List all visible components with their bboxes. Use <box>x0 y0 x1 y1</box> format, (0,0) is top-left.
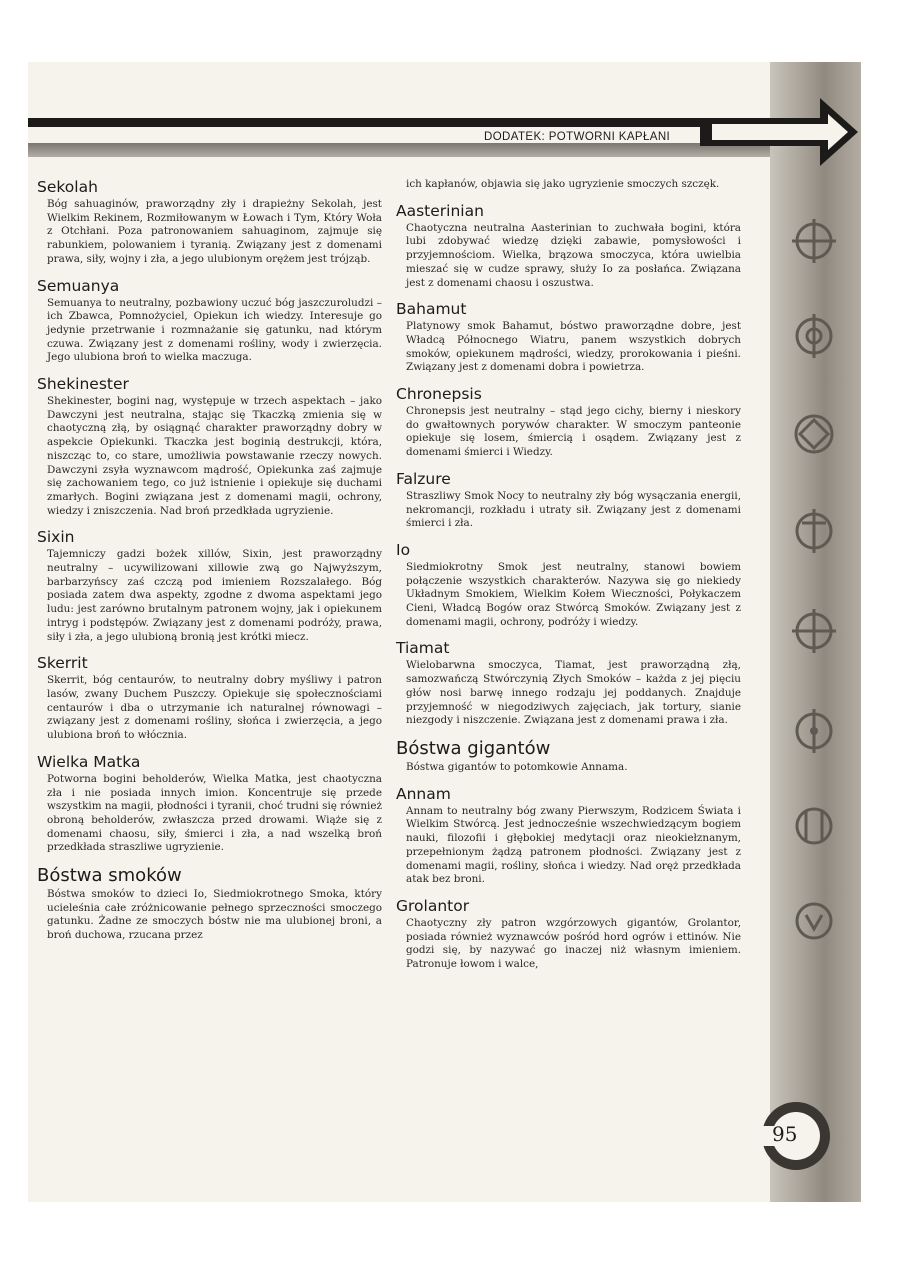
entry <box>37 654 382 743</box>
entry <box>396 202 741 291</box>
entry <box>396 639 741 728</box>
continuation-text: ich kapłanów, objawia się jako ugryzienie smoczych szczęk. <box>406 178 720 190</box>
entry-title: Semuanya <box>37 276 120 295</box>
entry <box>396 785 741 887</box>
entry-title: Chronepsis <box>396 385 482 404</box>
rune-icon <box>788 800 840 852</box>
rune-icon <box>788 310 840 362</box>
entry-text: Potworna bogini beholderów, Wielka Matka, jest chaotyczna zła i nie posiada innych imion. Koncentruje się przede wszystkim na magii, płodności i tyranii, choć trudni się również obroną beholderów, zwłaszcza przed drowami. Wiąże się z domenami chaosu, siły, śmierci i zła, a nad wszelką broń przedkłada straszliwe ugryzienie. <box>47 772 382 854</box>
entry-title: Io <box>396 540 411 559</box>
entry-title: Tiamat <box>396 639 450 658</box>
entry-text: Platynowy smok Bahamut, bóstwo praworządne dobre, jest Władcą Północnego Wiatru, panem wszystkich dobrych smoków, opiekunem mądrości, wiedzy, prorokowania i pieśni. Związany jest z domenami dobra i powietrza. <box>406 320 741 374</box>
arrow-right-icon <box>700 92 860 172</box>
entry <box>37 277 382 366</box>
entry-text: Straszliwy Smok Nocy to neutralny zły bóg wysączania energii, nekromancji, rozkładu i utraty sił. Związany jest z domenami śmierci i zła. <box>406 489 741 530</box>
entry-title: Skerrit <box>37 654 88 673</box>
header-band <box>28 118 770 127</box>
left-column <box>37 178 382 953</box>
page-number: 95 <box>772 1122 798 1146</box>
entry <box>396 385 741 460</box>
section-title: Bóstwa smoków <box>37 865 182 887</box>
entry <box>37 528 382 644</box>
entry <box>396 300 741 375</box>
header-shadow-band <box>28 143 770 157</box>
entry-title: Falzure <box>396 469 451 488</box>
section <box>37 865 382 943</box>
rune-icon <box>788 895 840 947</box>
entry-text: Shekinester, bogini nag, występuje w trzech aspektach – jako Dawczyni jest neutralna, stając się Tkaczką zmienia się w chaotyczną złą, by osiągnąć charakter praworządny dobry w aspekcie Opiekunki. Tkaczka jest boginią destrukcji, która, niszcząc to, co stare, umożliwia powstawanie rzeczy nowych. Dawczyni zsyła wyznawcom mądrość, Opiekunka zaś zajmuje się zachowaniem tego, co już istnienie i opiekuje się duchami zmarłych. Bogini związana jest z domenami magii, ochrony, wiedzy i zniszczenia. Nad broń przedkłada ugryzienie. <box>47 395 382 517</box>
entry-text: Wielobarwna smoczyca, Tiamat, jest praworządną złą, samozwańczą Stwórczynią Złych Smoków – każda z jej pięciu głów nosi barwę innego rodzaju jej poddanych. Znajduje przyjemność w niegodziwych zajęciach, jak tortury, sianie niezgody i niszczenie. Związana jest z domenami prawa i zła. <box>406 659 741 727</box>
entry-text: Annam to neutralny bóg zwany Pierwszym, Rodzicem Świata i Wielkim Stwórcą. Jest jednocześnie wszechwiedzącym bogiem nauki, filozofii i głębokiej medytacji oraz nieokiełznanym, przepełnionym żądzą patronem płodności. Związany jest z domenami magii, rośliny, słońca i wiedzy. Nad oręż przedkłada atak bez broni. <box>406 804 741 886</box>
entry-text: Chronepsis jest neutralny – stąd jego cichy, bierny i nieskory do gwałtownych porywów charakter. W smoczym panteonie opiekuje się losem, śmiercią i osądem. Związany jest z domenami śmierci i Wiedzy. <box>406 405 741 459</box>
rune-icon <box>788 408 840 460</box>
section <box>396 738 741 775</box>
entry-title: Annam <box>396 784 451 803</box>
entry-text: Chaotyczna neutralna Aasterinian to zuchwała bogini, która lubi zdobywać wiedzę dzięki zabawie, pomysłowości i przyjemnościom. Wielka, brązowa smoczyca, która uwielbia mieszać się w cudze sprawy, służy Io za posłańca. Związana jest z domenami chaosu i oszustwa. <box>406 221 741 289</box>
entry-title: Grolantor <box>396 896 470 915</box>
entry-text: Tajemniczy gadzi bożek xillów, Sixin, jest praworządny neutralny – ucywilizowani xillowie zwą go Najwyższym, barbarzyńscy zaś czczą pod imieniem Rozszalałego. Bóg posiada zatem dwa aspekty, zgodne z dwoma aspektami jego ludu: jest zarówno brutalnym patronem wojny, jak i opiekunem intryg i podstępów. Związany jest z domenami podróży, prawa, siły i zła, a jego ulubioną bronią jest krótki miecz. <box>47 548 382 643</box>
section-text: Bóstwa gigantów to potomkowie Annama. <box>406 760 628 773</box>
entry <box>37 753 382 855</box>
entry-title: Wielka Matka <box>37 752 141 771</box>
entry-text: Siedmiokrotny Smok jest neutralny, stanowi bowiem połączenie wszystkich charakterów. Nazywa się go niekiedy Układnym Smokiem, Wielkim Kołem Wieczności, Połykaczem Cieni, Władcą Bogów oraz Stwórcą Smoków. Związany jest z domenami magii, ochrony, podróży i wiedzy. <box>406 560 741 628</box>
rune-icon <box>788 505 840 557</box>
rune-icon <box>788 215 840 267</box>
entry <box>37 375 382 518</box>
entry <box>396 897 741 972</box>
entry-title: Shekinester <box>37 375 129 394</box>
running-header: DODATEK: POTWORNI KAPŁANI <box>484 131 671 143</box>
entry <box>37 178 382 267</box>
entry-text: Chaotyczny zły patron wzgórzowych gigantów, Grolantor, posiada również wyznawców pośród hord ogrów i ettinów. Nie godzi się, by nazywać go inaczej niż własnym imieniem. Patronuje łowom i walce, <box>406 916 741 971</box>
entry-title: Aasterinian <box>396 201 484 220</box>
entry-text: Bóg sahuaginów, praworządny zły i drapieżny Sekolah, jest Wielkim Rekinem, Rozmiłowanym w Łowach i Tym, Który Woła z Otchłani. Poza patronowaniem sahuaginom, zajmuje się rabunkiem, polowaniem i tyranią. Związany jest z domenami prawa, siły, wojny i zła, a jego ulubionym orężem jest trójząb. <box>47 198 382 265</box>
entry <box>396 541 741 630</box>
entry-text: Skerrit, bóg centaurów, to neutralny dobry myśliwy i patron lasów, zwany Duchem Puszczy. Opiekuje się społecznościami centaurów i dba o utrzymanie ich naturalnej równowagi – związany jest z domenami rośliny, słońca i zwierzęcia, a jego ulubiona broń to włócznia. <box>47 674 382 742</box>
continuation <box>396 178 741 192</box>
section-title: Bóstwa gigantów <box>396 737 551 759</box>
rune-icon <box>788 705 840 757</box>
section-text: Bóstwa smoków to dzieci Io, Siedmiokrotnego Smoka, który ucieleśnia całe zróżnicowanie pełnego sprzeczności smoczego gatunku. Żadne ze smoczych bóstw nie ma ulubionej broni, a broń duchowa, rzucana przez <box>47 888 382 942</box>
entry <box>396 470 741 531</box>
entry-text: Semuanya to neutralny, pozbawiony uczuć bóg jaszczuroludzi – ich Zbawca, Pomnożyciel, Opiekun ich wiedzy. Interesuje go jedynie przetrwanie i rozmnażanie się gatunku, nad którym czuwa. Związany jest z domenami rośliny, wody i zwierzęcia. Jego ulubiona broń to wielka maczuga. <box>47 296 382 364</box>
right-column <box>396 178 741 982</box>
rune-icon <box>788 605 840 657</box>
entry-title: Sixin <box>37 528 75 547</box>
entry-title: Sekolah <box>37 178 98 196</box>
entry-title: Bahamut <box>396 300 467 319</box>
